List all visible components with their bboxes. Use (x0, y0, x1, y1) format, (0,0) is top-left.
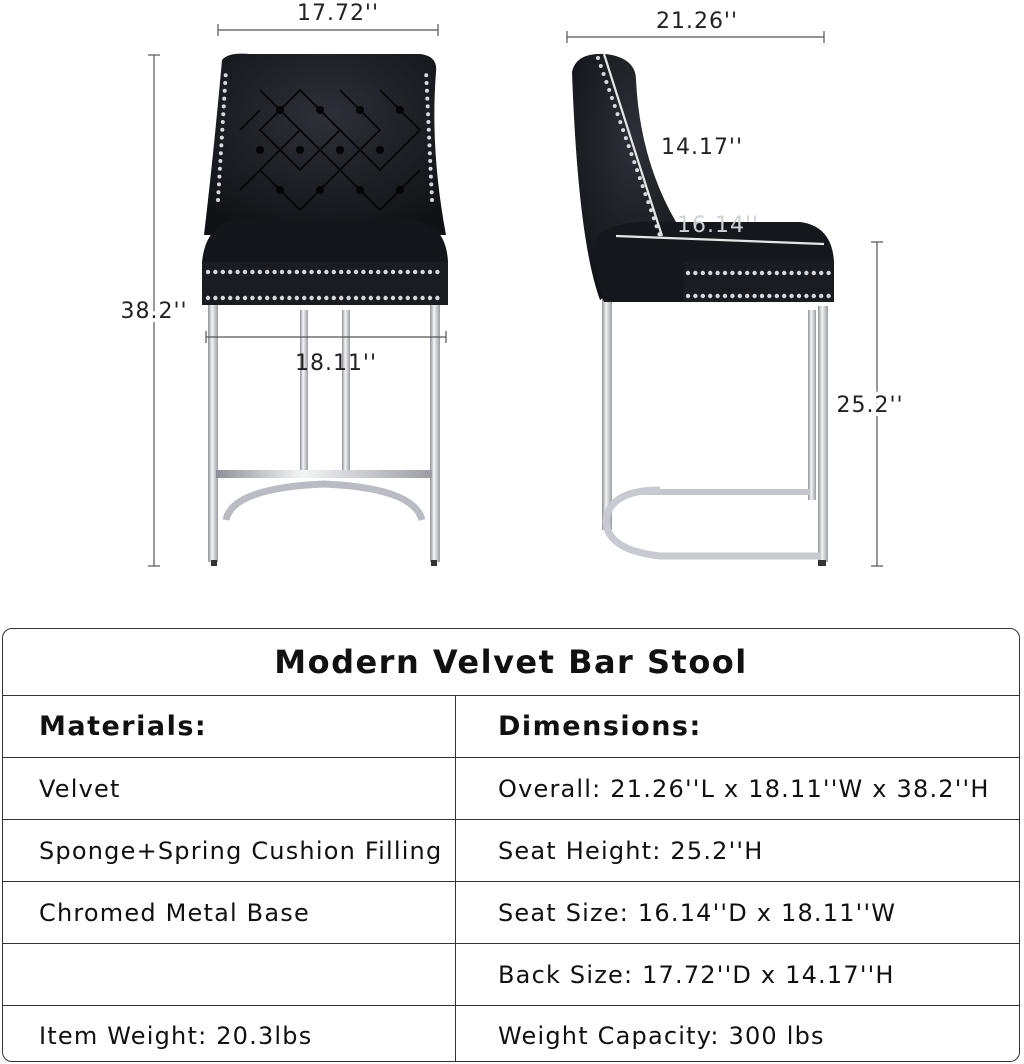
nailhead (228, 270, 232, 274)
nailhead (272, 296, 276, 300)
nailhead (218, 159, 222, 163)
nailhead (280, 270, 284, 274)
nailhead (420, 296, 424, 300)
dim-seat-depth: 16.14'' (676, 213, 760, 238)
dim-back-width: 17.72'' (296, 1, 380, 26)
nailhead (295, 296, 299, 300)
nailhead (745, 294, 749, 298)
spec-table (2, 628, 1020, 1062)
nailhead (376, 296, 380, 300)
nailhead (235, 270, 239, 274)
nailhead (398, 296, 402, 300)
nailhead (426, 120, 430, 124)
nailhead (643, 192, 647, 196)
nailhead (206, 296, 210, 300)
nailhead (812, 271, 816, 275)
nailhead (406, 296, 410, 300)
nailhead (216, 198, 220, 202)
table-row (3, 820, 1019, 882)
nailhead (775, 271, 779, 275)
nailhead (693, 294, 697, 298)
table-row (3, 944, 1019, 1006)
nailhead (819, 271, 823, 275)
nailhead (760, 294, 764, 298)
nailhead (686, 294, 690, 298)
nailhead (610, 96, 614, 100)
nailhead (629, 152, 633, 156)
nailhead (435, 296, 439, 300)
nailhead (428, 151, 432, 155)
nailhead (383, 296, 387, 300)
nailhead (332, 270, 336, 274)
dimension-cell: Seat Height: 25.2''H (498, 836, 764, 865)
dim-seat-height: 25.2'' (836, 393, 904, 418)
nailhead (613, 104, 617, 108)
nailhead (427, 136, 431, 140)
dimensions-header: Dimensions: (498, 711, 702, 742)
table-header-row (3, 696, 1019, 758)
nailhead (429, 167, 433, 171)
nailhead (391, 270, 395, 274)
nailhead (738, 294, 742, 298)
nailhead (428, 296, 432, 300)
nailhead (715, 271, 719, 275)
dim-overall-depth: 21.26'' (655, 9, 739, 34)
table-title: Modern Velvet Bar Stool (3, 629, 1019, 696)
nailhead (804, 271, 808, 275)
nailhead (429, 175, 433, 179)
nailhead (280, 296, 284, 300)
nailhead (369, 270, 373, 274)
dimension-cell: Back Size: 17.72''D x 14.17''H (498, 960, 895, 989)
nailhead (804, 294, 808, 298)
nailhead (413, 296, 417, 300)
dimension-cell: Seat Size: 16.14''D x 18.11''W (498, 898, 897, 927)
nailhead (789, 294, 793, 298)
table-row (3, 882, 1019, 944)
nailhead (369, 296, 373, 300)
nailhead (324, 296, 328, 300)
nailhead (243, 296, 247, 300)
nailhead (775, 294, 779, 298)
nailhead (819, 294, 823, 298)
nailhead (797, 271, 801, 275)
nailhead (302, 296, 306, 300)
nailhead (607, 88, 611, 92)
nailhead (406, 270, 410, 274)
nailhead (635, 168, 639, 172)
dimension-cell: Overall: 21.26''L x 18.11''W x 38.2''H (498, 774, 990, 803)
nailhead (428, 159, 432, 163)
nailhead (354, 270, 358, 274)
nailhead (217, 182, 221, 186)
nailhead (317, 270, 321, 274)
nailhead (738, 271, 742, 275)
nailhead (221, 296, 225, 300)
nailhead (701, 294, 705, 298)
materials-header: Materials: (3, 696, 456, 757)
nailhead (224, 73, 228, 77)
nailhead (708, 271, 712, 275)
nailhead (427, 128, 431, 132)
nailhead (638, 176, 642, 180)
nailhead (826, 294, 830, 298)
nailhead (730, 271, 734, 275)
nailhead (223, 89, 227, 93)
nailhead (424, 73, 428, 77)
front-view-stool (202, 54, 448, 566)
nailhead (425, 97, 429, 101)
nailhead (346, 296, 350, 300)
nailhead (383, 270, 387, 274)
nailhead (346, 270, 350, 274)
nailhead (391, 296, 395, 300)
nailhead (223, 81, 227, 85)
nailhead (745, 271, 749, 275)
nailhead (627, 144, 631, 148)
nailhead (222, 97, 226, 101)
nailhead (354, 296, 358, 300)
nailhead (752, 294, 756, 298)
weight-cell: Item Weight: 20.3lbs (3, 1006, 456, 1062)
nailhead (420, 270, 424, 274)
nailhead (767, 294, 771, 298)
nailhead (339, 270, 343, 274)
nailhead (221, 270, 225, 274)
nailhead (220, 136, 224, 140)
nailhead (789, 271, 793, 275)
nailhead (767, 271, 771, 275)
nailhead (730, 294, 734, 298)
nailhead (723, 294, 727, 298)
nailhead (332, 296, 336, 300)
nailhead (632, 160, 636, 164)
nailhead (272, 270, 276, 274)
nailhead (429, 182, 433, 186)
nailhead (217, 175, 221, 179)
table-row (3, 758, 1019, 820)
nailhead (428, 270, 432, 274)
nailhead (339, 296, 343, 300)
nailhead (641, 184, 645, 188)
nailhead (250, 270, 254, 274)
nailhead (693, 271, 697, 275)
nailhead (413, 270, 417, 274)
nailhead (219, 143, 223, 147)
nailhead (723, 271, 727, 275)
nailhead (309, 296, 313, 300)
material-cell: Velvet (3, 758, 456, 819)
nailhead (427, 143, 431, 147)
nailhead (426, 104, 430, 108)
nailhead (221, 112, 225, 116)
nailhead (324, 270, 328, 274)
nailhead (752, 271, 756, 275)
nailhead (258, 270, 262, 274)
nailhead (235, 296, 239, 300)
nailhead (596, 56, 600, 60)
nailhead (265, 270, 269, 274)
nailhead (604, 80, 608, 84)
nailhead (782, 271, 786, 275)
nailhead (295, 270, 299, 274)
nailhead (646, 200, 650, 204)
side-view-stool (572, 54, 834, 566)
nailhead (812, 294, 816, 298)
nailhead (708, 294, 712, 298)
table-row (3, 1006, 1019, 1062)
nailhead (398, 270, 402, 274)
nailhead (602, 72, 606, 76)
nailhead (426, 112, 430, 116)
dim-seat-width: 18.11'' (294, 351, 378, 376)
nailhead (430, 190, 434, 194)
nailhead (797, 294, 801, 298)
nailhead (228, 296, 232, 300)
dim-back-height: 14.17'' (660, 135, 744, 160)
nailhead (425, 89, 429, 93)
dim-overall-height: 38.2'' (120, 299, 188, 324)
nailhead (624, 136, 628, 140)
nailhead (616, 112, 620, 116)
nailhead (218, 167, 222, 171)
nailhead (216, 190, 220, 194)
nailhead (361, 296, 365, 300)
nailhead (701, 271, 705, 275)
nailhead (361, 270, 365, 274)
nailhead (599, 64, 603, 68)
nailhead (243, 270, 247, 274)
nailhead (220, 128, 224, 132)
capacity-cell: Weight Capacity: 300 lbs (498, 1022, 825, 1050)
nailhead (219, 151, 223, 155)
nailhead (213, 296, 217, 300)
nailhead (826, 271, 830, 275)
nailhead (376, 270, 380, 274)
nailhead (715, 294, 719, 298)
nailhead (621, 128, 625, 132)
nailhead (250, 296, 254, 300)
material-cell: Sponge+Spring Cushion Filling (3, 820, 456, 881)
nailhead (221, 120, 225, 124)
nailhead (287, 270, 291, 274)
nailhead (265, 296, 269, 300)
material-cell: Chromed Metal Base (3, 882, 456, 943)
nailhead (435, 270, 439, 274)
nailhead (258, 296, 262, 300)
nailhead (309, 270, 313, 274)
material-cell (3, 944, 456, 1005)
nailhead (302, 270, 306, 274)
nailhead (760, 271, 764, 275)
nailhead (317, 296, 321, 300)
nailhead (287, 296, 291, 300)
nailhead (430, 198, 434, 202)
nailhead (222, 104, 226, 108)
nailhead (213, 270, 217, 274)
nailhead (618, 120, 622, 124)
nailhead (425, 81, 429, 85)
nailhead (206, 270, 210, 274)
nailhead (782, 294, 786, 298)
nailhead (686, 271, 690, 275)
